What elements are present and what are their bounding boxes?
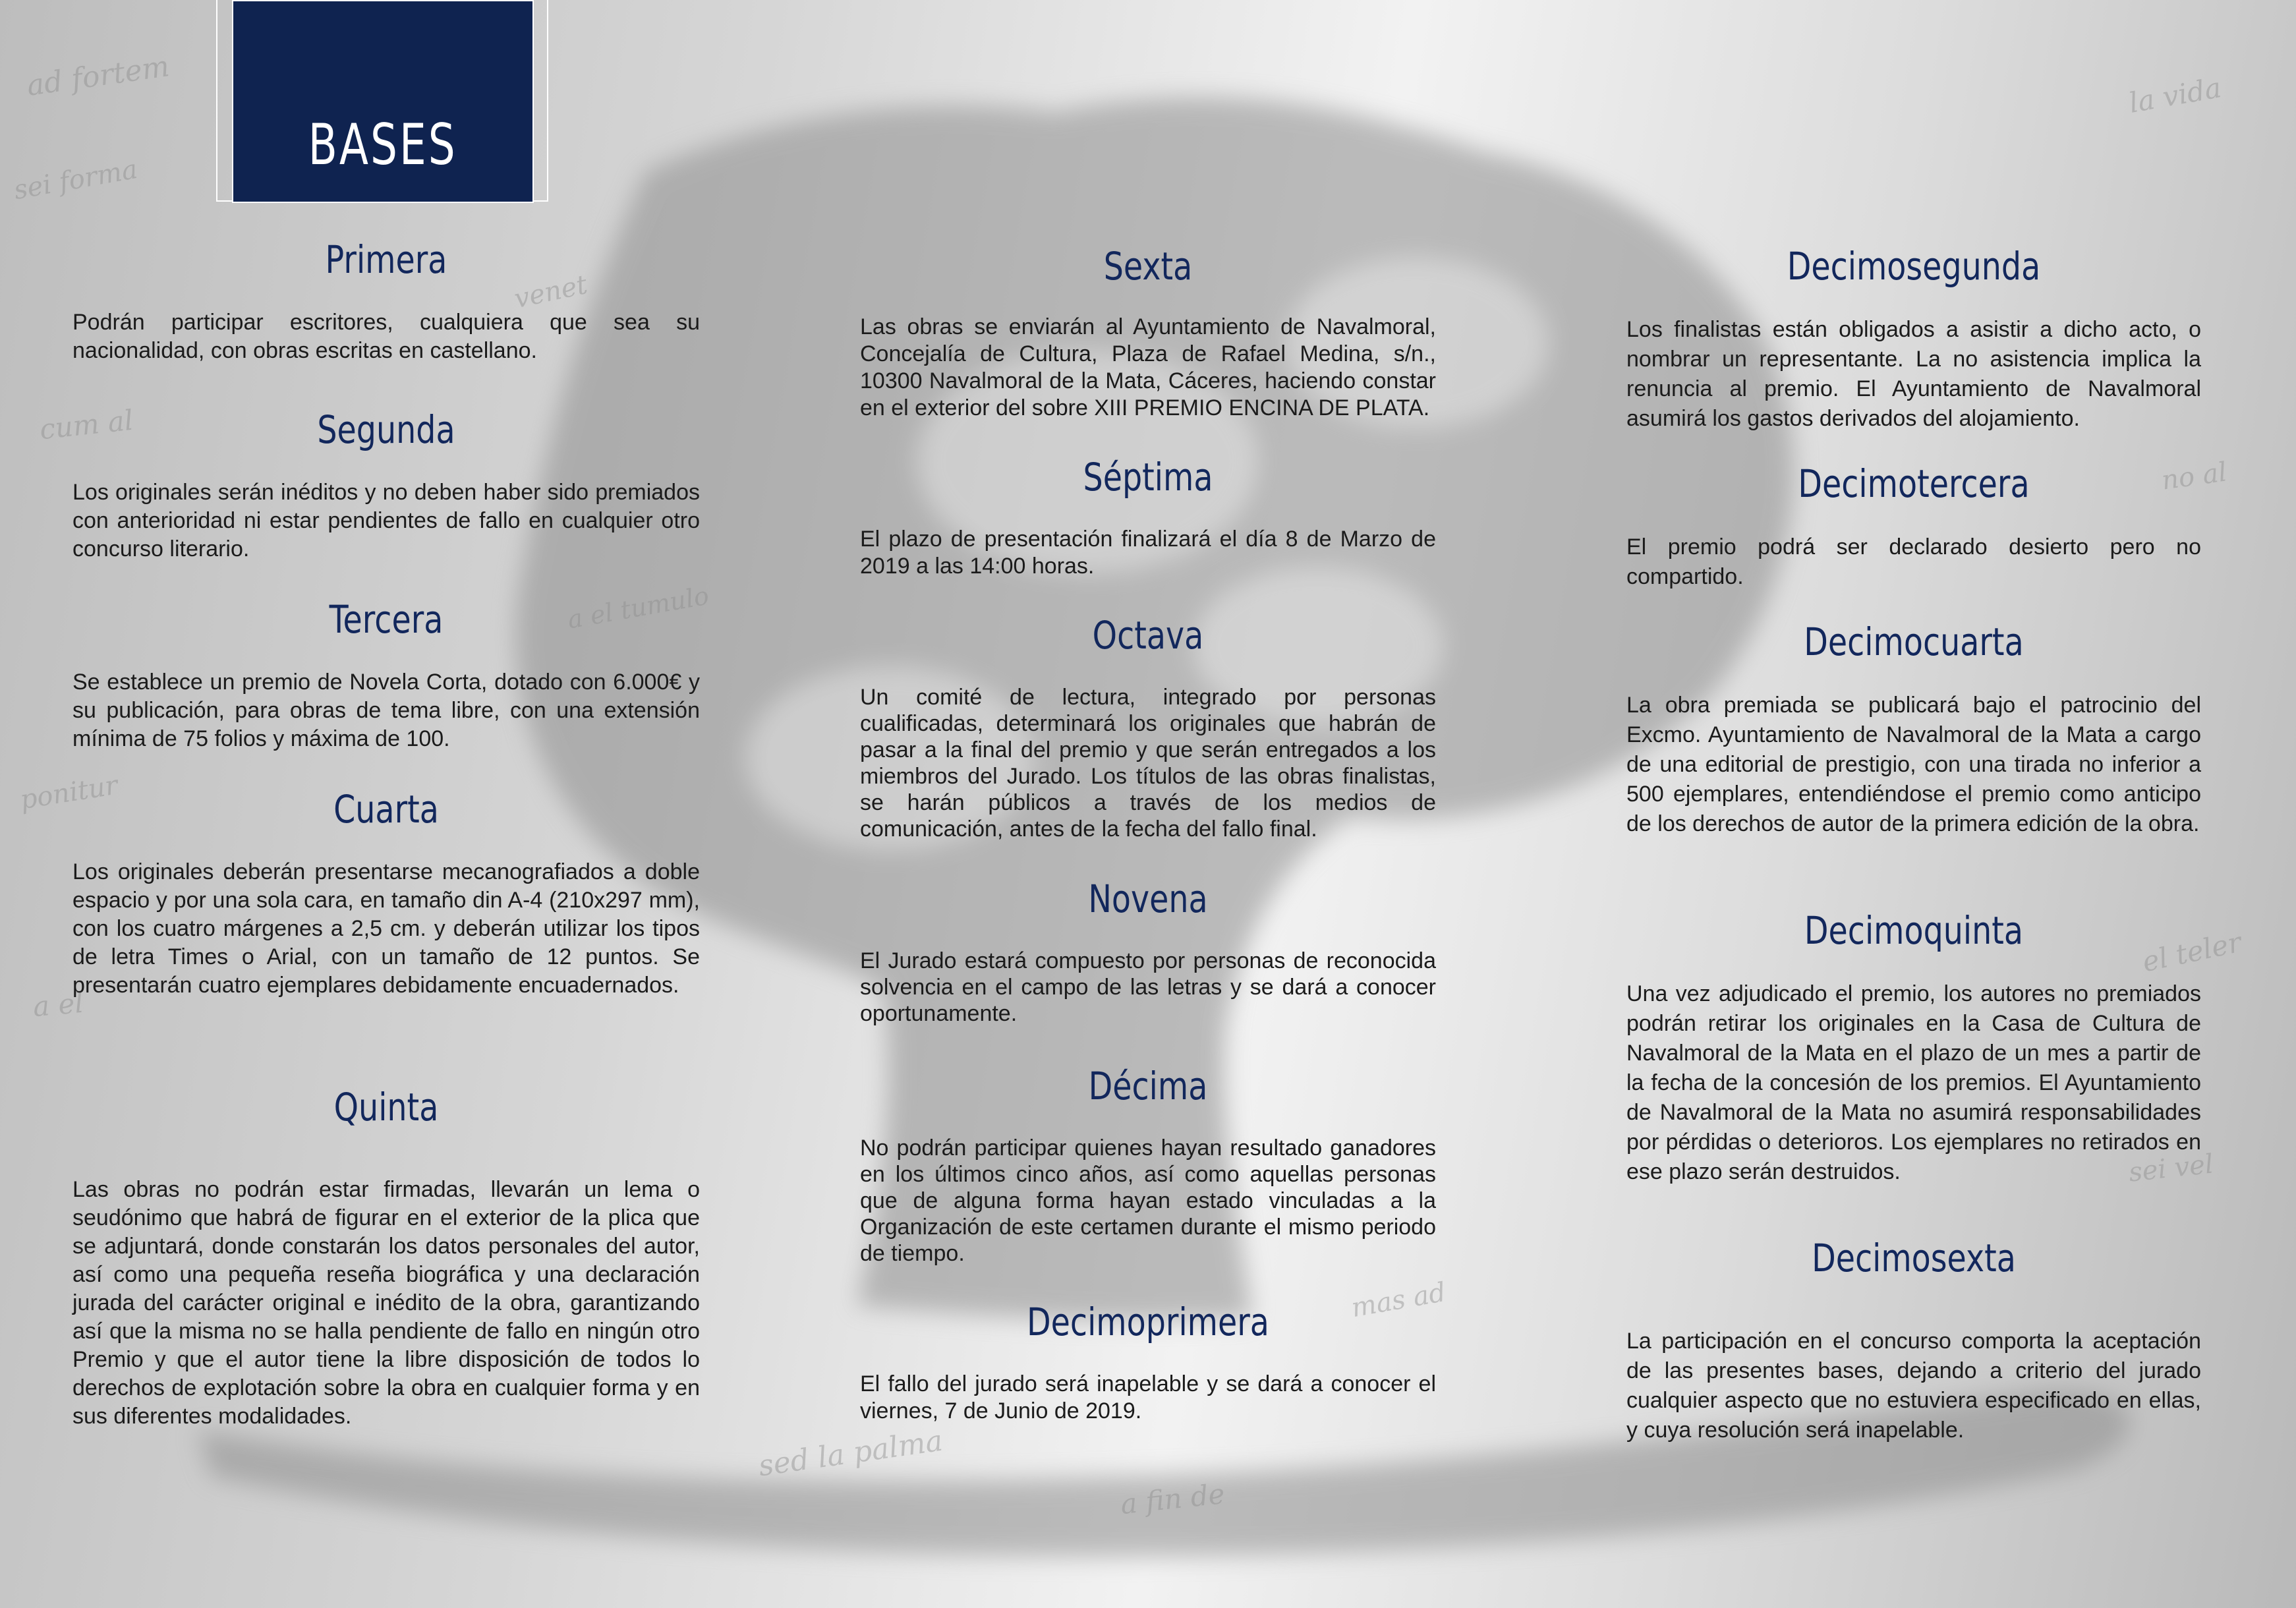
section-decima [860,1064,1436,1267]
section-body: Se establece un premio de Novela Corta, dotado con 6.000€ y su publicación, para obras de tema libre, con una extensión mínima de 75 folios y máxima de 100. [72,670,700,751]
section-heading: Octava [1092,613,1204,658]
section-heading: Novena [1088,876,1208,921]
section-primera [72,237,700,365]
section-decimosegunda [1626,244,2201,434]
section-heading: Decimocuarta [1804,619,2024,664]
section-heading: Séptima [1083,455,1213,500]
section-decimoprimera [860,1300,1436,1425]
section-decimotercera [1626,461,2201,592]
section-heading: Decimosegunda [1787,244,2041,289]
section-heading: Decimosexta [1812,1236,2016,1280]
section-body: El fallo del jurado será inapelable y se dará a conocer el viernes, 7 de Junio de 2019. [860,1371,1436,1423]
section-sexta [860,244,1436,422]
section-heading: Sexta [1103,244,1193,289]
section-heading: Quinta [333,1085,439,1130]
title-box [232,0,534,203]
page-title: BASES [308,112,458,178]
section-heading: Primera [325,237,447,282]
section-heading: Cuarta [333,787,439,832]
section-body: Los originales serán inéditos y no deben haber sido premiados con anterioridad ni estar pendientes de fallo en cualquier otro concurso literario. [72,480,700,561]
section-heading: Decimotercera [1798,461,2030,506]
section-body: El Jurado estará compuesto por personas de reconocida solvencia en el campo de las letras y se dará a conocer oportunamente. [860,948,1436,1026]
section-body: Los finalistas están obligados a asistir a dicho acto, o nombrar un representante. La no asistencia implica la renuncia al premio. El Ayuntamiento de Navalmoral asumirá los gastos derivados del alojamiento. [1626,317,2201,431]
section-body: Una vez adjudicado el premio, los autores no premiados podrán retirar los originales en la Casa de Cultura de Navalmoral de la Mata en el plazo de un mes a partir de la fecha de la concesión de los premios. El Ayuntamiento de Navalmoral de la Mata no asumirá responsabilidades por pérdidas o deterioros. Los ejemplares no retirados en ese plazo serán destruidos. [1626,981,2201,1184]
section-heading: Decimoprimera [1027,1300,1269,1344]
section-tercera [72,597,700,753]
section-body: Los originales deberán presentarse mecanografiados a doble espacio y por una sola cara, en tamaño din A-4 (210x297 mm), con los cuatro márgenes a 2,5 cm. y deberán utilizar los tipos de letra Times o Arial, con un tamaño de 12 puntos. Se presentarán cuatro ejemplares debidamente encuadernados. [72,859,700,998]
section-octava [860,613,1436,842]
section-body: La participación en el concurso comporta la aceptación de las presentes bases, dejando a criterio del jurado cualquier aspecto que no estuviera especificado en ellas, y cuya resolución será inapelable. [1626,1329,2201,1443]
section-septima [860,455,1436,580]
section-heading: Segunda [317,407,455,452]
section-heading: Décima [1088,1064,1208,1108]
section-body: No podrán participar quienes hayan resultado ganadores en los últimos cinco años, así como aquellas personas que de alguna forma hayan estado vinculadas a la Organización de este certamen durante el mismo periodo de tiempo. [860,1135,1436,1266]
section-quinta [72,1085,700,1431]
section-decimocuarta [1626,619,2201,839]
section-cuarta [72,787,700,1000]
section-heading: Tercera [329,597,444,642]
section-novena [860,876,1436,1027]
handwriting-texture: ad fortem sei forma cum al ponitur a el venet a el tumulo sed la palma a fin de mas ad la vida no al el teler sei vel [11,49,2245,1521]
section-body: Podrán participar escritores, cualquiera que sea su nacionalidad, con obras escritas en castellano. [72,310,700,363]
section-heading: Decimoquinta [1804,908,2024,953]
section-decimosexta [1626,1236,2201,1445]
section-body: Las obras no podrán estar firmadas, llevarán un lema o seudónimo que habrá de figurar en el exterior de la plica que se adjuntará, donde constarán los datos personales del autor, así como una pequeña reseña biográfica y una declaración jurada del carácter original e inédito de la obra, garantizando así que la misma no se halla pendiente de fallo en ningún otro Premio y que el autor tiene la libre disposición de todos lo derechos de explotación sobre la obra en cualquier forma y en sus diferentes modalidades. [72,1177,700,1429]
section-body: El plazo de presentación finalizará el día 8 de Marzo de 2019 a las 14:00 horas. [860,527,1436,579]
section-body: El premio podrá ser declarado desierto pero no compartido. [1626,534,2201,589]
section-body: La obra premiada se publicará bajo el patrocinio del Excmo. Ayuntamiento de Navalmoral de la Mata a cargo de una editorial de prestigio, con una tirada no inferior a 500 ejemplares, entendiéndose el premio como anticipo de los derechos de autor de la primera edición de la obra. [1626,693,2201,836]
section-body: Un comité de lectura, integrado por personas cualificadas, determinará los originales que habrán de pasar a la final del premio y que serán entregados a los miembros del Jurado. Los títulos de las obras finalistas, se harán públicos a través de los medios de comunicación, antes de la fecha del fallo final. [860,685,1436,842]
section-segunda [72,407,700,563]
section-decimoquinta [1626,908,2201,1187]
section-body: Las obras se enviarán al Ayuntamiento de Navalmoral, Concejalía de Cultura, Plaza de Rafael Medina, s/n., 10300 Navalmoral de la Mata, Cáceres, haciendo constar en el exterior del sobre XIII PREMIO ENCINA DE PLATA. [860,314,1436,420]
